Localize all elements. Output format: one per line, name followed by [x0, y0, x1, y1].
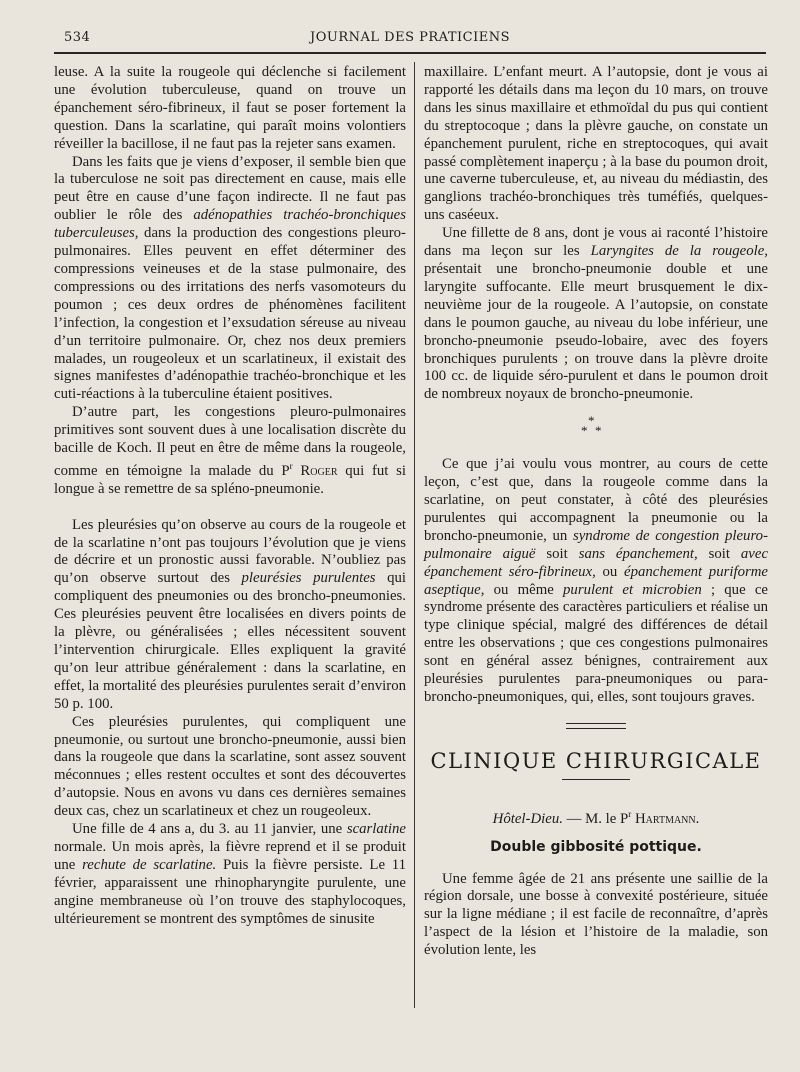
author-name: Roger	[300, 462, 338, 479]
section-separator	[566, 723, 626, 729]
page-number: 534	[64, 30, 91, 45]
title-underline	[562, 779, 630, 780]
asterism-separator: * * *	[581, 413, 602, 439]
paragraph: Une fillette de 8 ans, dont je vous ai raconté l’histoire dans ma leçon sur les Laryngites de la rougeole, présentait une broncho-pneumonie double et une laryngite suffocante. Elle meurt brusquement le dix-neuvième jour de la rougeole. A l’autopsie, on constate dans le poumon gauche, au niveau du lobe inférieur, une broncho-pneumonie pseudo-lobaire, avec des foyers bronchiques purulents ; on trouve dans la plèvre droite 100 cc. de liquide séro-purulent et dans le poumon droit de nombreux noyaux de broncho-pneumonie.	[424, 225, 769, 403]
paragraph: D’autre part, les congestions pleuro-pulmonaires primitives sont souvent dues à une localisation discrète du bacille de Koch. Il peut en être de même dans la rougeole, comme en témoigne la malade du $P^r$ Roger qui fut si longue à se remettre de sa spléno-pneumonie.	[54, 404, 407, 497]
paragraph: Une femme âgée de 21 ans présente une saillie de la région dorsale, une bosse à convexité postérieure, située sur la ligne médiane ; il est facile de reconnaître, d’après l’aspect de la lésion et l’histoire de la maladie, son évolution lente, les	[424, 870, 768, 959]
right-column	[424, 64, 768, 960]
byline: Hôtel-Dieu. — M. le $P^r$ Hartmann.	[492, 808, 700, 827]
header-rule	[54, 52, 766, 54]
journal-title: JOURNAL DES PRATICIENS	[310, 30, 510, 45]
paragraph: Ce que j’ai voulu vous montrer, au cours de cette leçon, c’est que, dans la rougeole comme dans la scarlatine, on peut constater, à côté des pleurésies purulentes qui accompagnent la pneumonie ou la broncho-pneumonie, un syndrome de congestion pleuro-pulmonaire aiguë soit sans épanchement, soit avec épanchement séro-fibrineux, ou épanchement puriforme aseptique, ou même purulent et microbien ; que ce syndrome présente des caractères particuliers et réalise un type clinique spécial, malgré des différences de détail entre les observations ; que ces congestions pulmonaires sont en général assez bénignes, contrairement aux pleurésies purulentes para-pneumoniques ou para-broncho-pneumoniques, qui, elles, sont toujours graves.	[424, 456, 769, 705]
paragraph: maxillaire. L’enfant meurt. A l’autopsie, dont je vous ai rapporté les détails dans ma leçon du 10 mars, on trouve dans les sinus maxillaire et ethmoïdal du pus qui contient du streptocoque ; dans la plèvre gauche, on constate un épanchement purulent, riche en streptocoques, qui avait passé complètement inaperçu ; à la base du poumon droit, une caverne tuberculeuse, et, au niveau du médiastin, des ganglions trachéo-bronchiques très tuméfiés, quelques-uns caséeux.	[424, 64, 768, 224]
paragraph: Ces pleurésies purulentes, qui compliquent une pneumonie, ou surtout une broncho-pneumonie, aussi bien dans la rougeole que dans la scarlatine, sont assez souvent méconnues ; elles restent occultes et sont des découvertes d’autopsie. Nous en avons vu dans ces dernières semaines deux cas, chez un scarlatineux et chez un rougeoleux.	[54, 713, 406, 820]
column-divider	[414, 62, 415, 1008]
section-title: CLINIQUE CHIRURGICALE	[430, 748, 762, 773]
left-column	[54, 64, 406, 929]
paragraph: Les pleurésies qu’on observe au cours de la rougeole et de la scarlatine n’ont pas toujours l’évolution que je viens de décrire et un pronostic aussi favorable. N’oubliez pas qu’on observe surtout des pleurésies purulentes qui compliquent des pneumonies ou des broncho-pneumonies. Ces pleurésies peuvent être localisées en divers points de la plèvre, ou généralisées ; elles nécessitent souvent l’intervention chirurgicale. Elles expliquent la gravité qu’on leur attribue généralement : dans la scarlatine, en effet, la mortalité des pleurésies purulentes serait d’environ 50 p. 100.	[54, 516, 406, 712]
running-header	[54, 30, 766, 50]
paragraph: Une fille de 4 ans a, du 3. au 11 janvier, une scarlatine normale. Un mois après, la fièvre reprend et il se produit une rechute de scarlatine. Puis la fièvre persiste. Le 11 février, apparaissent une rhinopharyngite purulente, une angine membraneuse où l’on trouve des staphylocoques, ultérieurement se montrent des symptômes de sinusite	[54, 821, 406, 927]
paragraph: leuse. A la suite la rougeole qui déclenche si facilement une évolution tuberculeuse, quand on trouve un épanchement séro-fibrineux, il faut se poser fortement la question. Dans la scarlatine, qui paraît moins volontiers réveiller la bacillose, il ne faut pas la rejeter sans examen.	[54, 64, 406, 152]
paragraph: Dans les faits que je viens d’exposer, il semble bien que la tuberculose ne soit pas directement en cause, mais elle peut être en cause d’une façon indirecte. Il ne faut pas oublier le rôle des adénopathies trachéo-bronchiques tuberculeuses, dans la production des congestions pleuro-pulmonaires. Elles peuvent en effet déterminer des compressions veineuses et de la stase pulmonaire, des compressions ou des irritations des nerfs vasomoteurs du poumon ; ces deux ordres de phénomènes facilitent l’infection, la congestion et l’exsudation séreuse au niveau d’un territoire pulmonaire. Or, chez nos deux premiers malades, un rougeoleux et un scarlatineux, il existait des signes manifestes d’adénopathie trachéo-bronchique et les cuti-réactions à la tuberculine étaient positives.	[54, 153, 406, 403]
case-title: Double gibbosité pottique.	[490, 838, 702, 855]
